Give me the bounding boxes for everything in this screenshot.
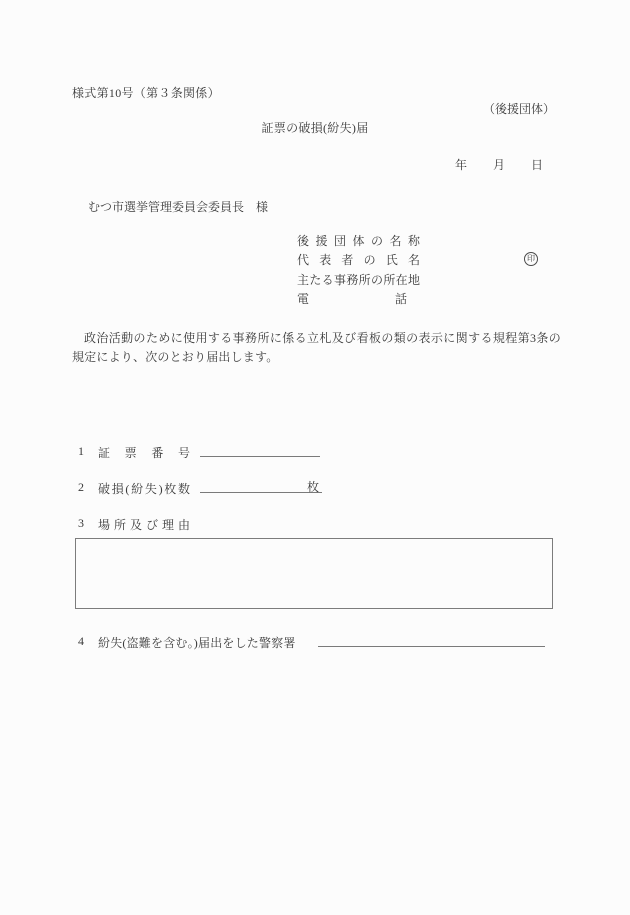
applicant-office-address-label: 主たる事務所の所在地 xyxy=(297,272,420,287)
applicant-phone-label: 電話 xyxy=(297,291,407,306)
item-label: 紛失(盗難を含む。)届出をした警察署 xyxy=(98,636,296,650)
certificate-number-blank-line xyxy=(200,444,320,457)
item-label: 証票番号 xyxy=(98,446,190,460)
item-number: 4 xyxy=(78,634,84,648)
group-type-label: （後援団体） xyxy=(483,102,556,116)
item-row-police-station xyxy=(0,634,630,648)
page-title: 証票の破損(紛失)届 xyxy=(261,121,369,135)
applicant-representative-label: 代表者の氏名 xyxy=(297,253,420,268)
item-label: 破損(紛失)枚数 xyxy=(98,482,190,496)
seal-icon: 印 xyxy=(524,252,538,266)
applicant-org-name-label: 後援団体の名称 xyxy=(297,234,420,248)
item-number: 1 xyxy=(78,444,84,458)
year-label: 年 xyxy=(455,158,468,172)
item-number: 2 xyxy=(78,480,84,494)
item-row-certificate-number xyxy=(0,444,630,458)
item-number: 3 xyxy=(78,516,84,530)
applicant-info-block xyxy=(297,232,420,309)
police-station-blank-line xyxy=(318,634,545,647)
month-label: 月 xyxy=(493,158,506,172)
date-line xyxy=(455,156,543,173)
addressee: むつ市選挙管理委員会委員長 様 xyxy=(88,200,269,214)
body-paragraph: 政治活動のために使用する事務所に係る立札及び看板の類の表示に関する規程第3条の規定により、次のとおり届出します。 xyxy=(72,331,561,364)
form-number: 様式第10号（第３条関係） xyxy=(72,86,220,100)
item-row-lost-count xyxy=(0,480,630,494)
place-and-reason-box xyxy=(75,538,553,609)
item-label: 場所及び理由 xyxy=(98,518,190,532)
lost-count-blank-line: 枚 xyxy=(200,480,322,493)
day-label: 日 xyxy=(531,158,544,172)
item-row-place-and-reason xyxy=(0,516,630,530)
